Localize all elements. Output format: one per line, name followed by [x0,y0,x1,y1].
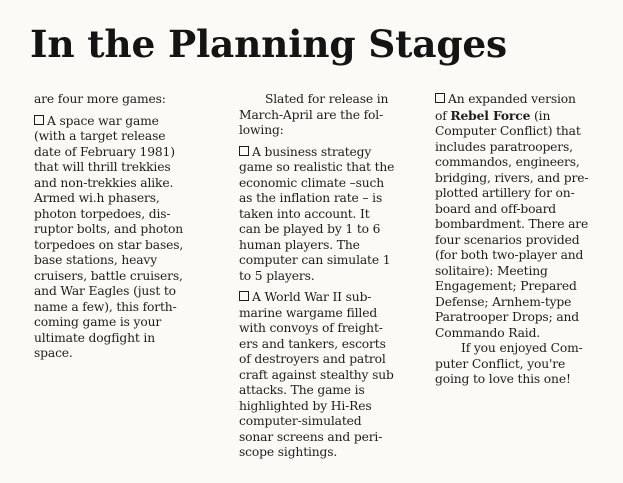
text-line [239,368,394,384]
text-run: economic climate –such [239,175,385,190]
text-line [435,186,588,202]
text-run: bombardment. There are [435,217,589,231]
text-run: bridging, rivers, and pre- [435,170,589,185]
text-run: Engagement; Prepared [435,279,577,293]
text-run: photon torpedoes, dis- [34,206,171,221]
checkbox-bullet-icon [34,115,44,125]
text-run: cruisers, battle cruisers, [34,268,183,283]
text-line [435,372,588,388]
text-column-1 [34,92,183,362]
text-line [34,331,183,347]
text-run: Paratrooper Drops; and [435,310,580,324]
text-line [34,92,183,108]
text-line [239,191,394,207]
text-line [239,269,394,285]
text-run: Computer Conflict) that [435,124,581,138]
text-run: An expanded version [448,92,576,106]
text-line [435,326,588,342]
text-run: name a few), this forth- [34,299,177,314]
text-line [435,279,588,295]
text-line [239,321,394,337]
text-line [34,346,183,362]
text-line [435,357,588,373]
text-line [34,207,183,223]
text-run: can be played by 1 to 6 [239,222,381,236]
text-run: ultimate dogfight in [34,330,155,345]
checkbox-bullet-icon [239,146,249,156]
text-line [34,222,183,238]
text-run: four scenarios provided [435,232,580,247]
text-run: scope sightings. [239,445,338,459]
text-run: marine wargame filled [239,305,378,320]
text-line [239,92,394,108]
text-line [34,300,183,316]
text-run: craft against stealthy sub [239,367,394,382]
text-run: ruptor bolts, and photon [34,222,183,236]
text-line [239,123,394,139]
text-line [239,430,394,446]
text-line [435,108,588,125]
text-line [34,160,183,176]
text-run: torpedoes on star bases, [34,237,184,252]
text-line [34,238,183,254]
text-run: and non-trekkies alike. [34,175,174,190]
text-line [34,253,183,269]
text-line [239,253,394,269]
text-line [239,290,394,306]
text-line [34,315,183,331]
text-line [239,176,394,192]
text-run: A business strategy [252,144,372,159]
checkbox-bullet-icon [239,291,249,301]
text-line [34,176,183,192]
text-run: If you enjoyed Com- [461,341,583,355]
text-run: highlighted by Hi-Res [239,398,372,413]
text-run: computer-simulated [239,414,362,428]
text-line [435,310,588,326]
text-line [435,217,588,233]
text-line [435,248,588,264]
text-run: puter Conflict, you're [435,356,566,371]
text-line [34,114,183,130]
text-line [435,140,588,156]
text-run: ers and tankers, escorts [239,336,386,351]
text-line [239,145,394,161]
text-run: Armed wi.h phasers, [34,191,160,205]
text-line [435,92,588,108]
text-line [435,155,588,171]
text-run: of destroyers and patrol [239,352,386,366]
text-run: (in [530,108,551,123]
text-line [239,238,394,254]
text-run: A World War II sub- [252,290,372,304]
text-run: as the inflation rate – is [239,191,383,205]
text-line [239,306,394,322]
text-line [239,207,394,223]
text-run: plotted artillery for on- [435,186,575,200]
text-line [34,129,183,145]
product-name: Rebel Force [450,107,531,123]
text-line [239,160,394,176]
text-run: with convoys of freight- [239,321,383,335]
text-line [435,264,588,280]
text-run: March-April are the fol- [239,107,384,122]
text-run: human players. The [239,237,360,252]
text-line [435,341,588,357]
text-line [239,383,394,399]
text-run: taken into account. It [239,206,370,221]
text-run: computer can simulate 1 [239,253,391,267]
text-line [239,108,394,124]
text-column-3 [435,92,588,388]
text-run: are four more games: [34,92,166,106]
text-run: space. [34,346,73,360]
text-run: Defense; Arnhem-type [435,294,572,309]
text-run: commandos, engineers, [435,155,580,169]
text-run: Commando Raid. [435,325,541,340]
text-line [239,445,394,461]
text-line [435,124,588,140]
text-run: coming game is your [34,315,162,329]
text-line [435,295,588,311]
text-run: that will thrill trekkies [34,160,171,174]
text-run: lowing: [239,123,284,137]
text-run: game so realistic that the [239,160,395,174]
text-line [34,191,183,207]
text-line [435,171,588,187]
text-run: attacks. The game is [239,383,365,397]
text-line [239,222,394,238]
text-run: of [435,108,451,123]
article-headline: In the Planning Stages [30,22,507,66]
text-line [435,202,588,218]
text-run: A space war game [47,113,159,128]
text-run: Slated for release in [265,92,389,106]
text-line [239,414,394,430]
text-line [239,352,394,368]
text-run: solitaire): Meeting [435,263,548,278]
text-run: date of February 1981) [34,144,175,159]
text-line [435,233,588,249]
text-line [34,269,183,285]
text-line [34,284,183,300]
text-run: (for both two-player and [435,248,584,262]
text-line [239,337,394,353]
checkbox-bullet-icon [435,93,445,103]
text-run: (with a target release [34,129,166,143]
text-run: includes paratroopers, [435,139,573,154]
text-run: going to love this one! [435,372,571,386]
text-run: base stations, heavy [34,253,158,267]
text-column-2 [239,92,394,461]
text-run: board and off-board [435,201,557,216]
text-run: to 5 players. [239,268,315,283]
text-line [34,145,183,161]
text-line [239,399,394,415]
text-run: and War Eagles (just to [34,284,176,298]
text-run: sonar screens and peri- [239,429,383,444]
